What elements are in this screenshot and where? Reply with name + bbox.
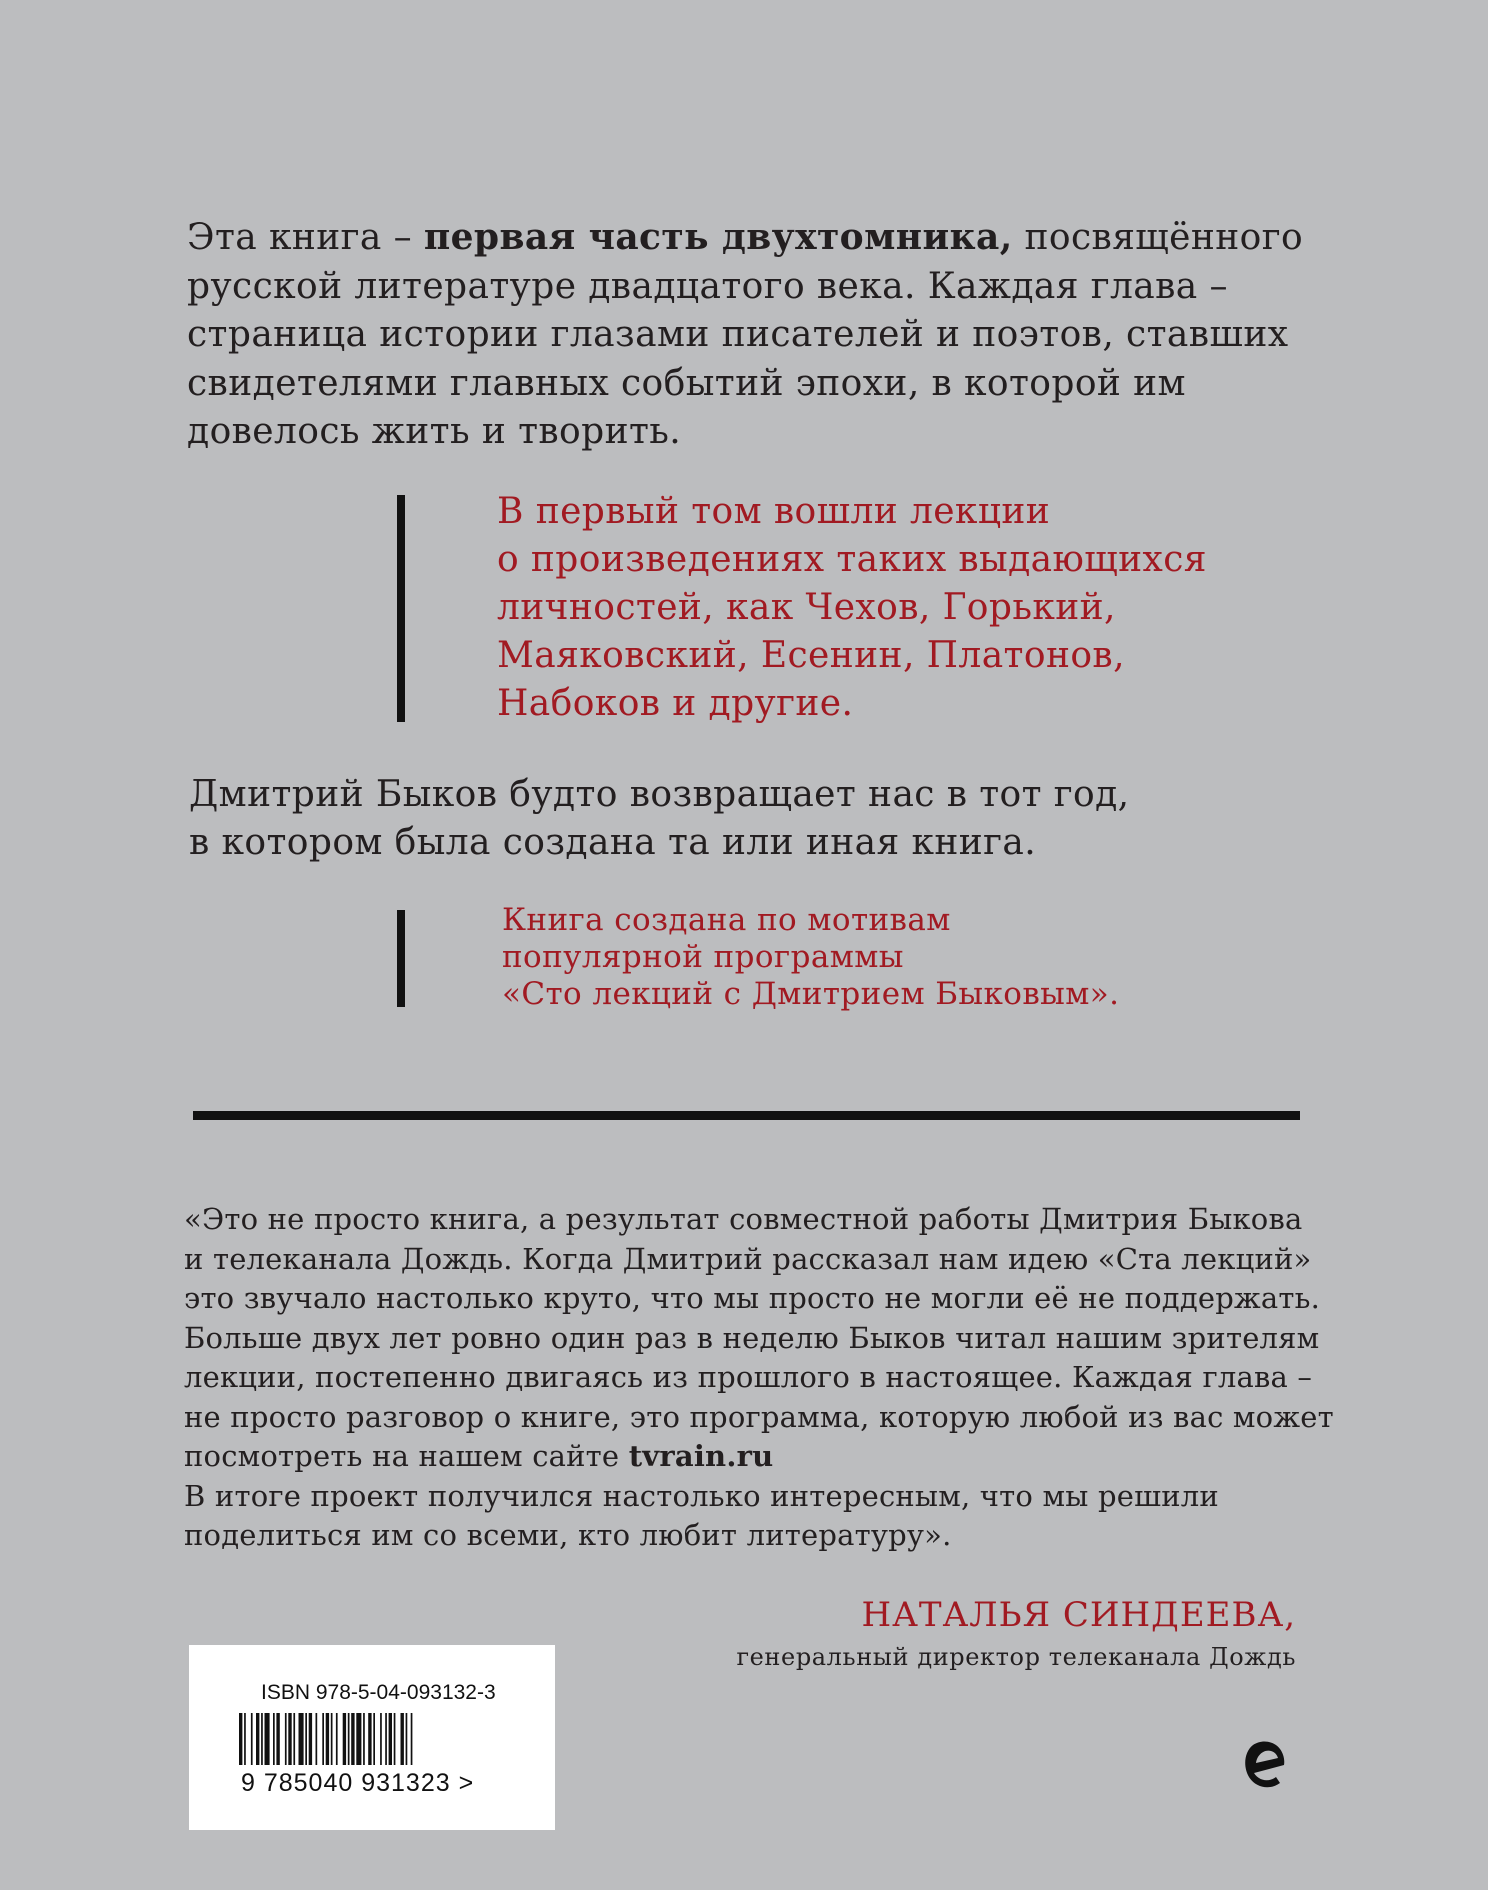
quote1-block [497, 488, 1297, 728]
author-role: генеральный директор телеканала Дождь [736, 1643, 1296, 1671]
barcode-bar [261, 1713, 263, 1765]
barcode-bar [368, 1713, 371, 1765]
review-line: поделиться им со всеми, кто любит литературу». [184, 1518, 952, 1552]
barcode-bar [285, 1713, 287, 1765]
barcode-bar [244, 1713, 246, 1765]
intro-text-end: посвящённого русской литературе двадцатого века. Каждая глава – страница истории глазами писателей и поэтов, ставших свидетелями главных событий эпохи, в которой им довелось жить и творить. [187, 217, 1304, 452]
review-line7-text: посмотреть на нашем сайте [184, 1439, 629, 1473]
quote1-line: Маяковский, Есенин, Платонов, [497, 635, 1125, 676]
intro-paragraph [187, 213, 1337, 457]
barcode-bar [351, 1713, 354, 1765]
barcode-bar [316, 1713, 318, 1765]
barcode-bar [256, 1713, 259, 1765]
website-link: tvrain.ru [628, 1439, 774, 1473]
barcode-bar [331, 1713, 333, 1765]
barcode-bar [239, 1713, 242, 1765]
barcode-bars [239, 1713, 479, 1765]
barcode-bar [373, 1713, 375, 1765]
barcode-bar [380, 1713, 382, 1765]
review-line [184, 1437, 1364, 1477]
review-line: и телеканала Дождь. Когда Дмитрий рассказал нам идею «Ста лекций» [184, 1241, 1312, 1276]
review-line: не просто разговор о книге, это программа, которую любой из вас может [184, 1399, 1334, 1434]
quote2-block [502, 902, 1302, 1013]
barcode-bar [276, 1713, 279, 1765]
barcode-bar [394, 1713, 396, 1765]
second-paragraph [189, 771, 1289, 867]
intro-text-start: Эта книга – [187, 217, 424, 258]
quote1-line: личностей, как Чехов, Горький, [497, 587, 1116, 628]
quote2-line: «Сто лекций с Дмитрием Быковым». [502, 976, 1120, 1012]
quote1-line: В первый том вошли лекции [497, 491, 1051, 532]
author-name: НАТАЛЬЯ СИНДЕЕВА, [861, 1595, 1296, 1635]
barcode-bar [411, 1713, 413, 1765]
quote1-bar [397, 495, 405, 722]
isbn-text: ISBN 978-5-04-093132-3 [261, 1681, 496, 1704]
barcode-bar [309, 1713, 312, 1765]
barcode-bar [336, 1713, 338, 1765]
review-quote [184, 1200, 1364, 1556]
barcode-bar [265, 1713, 270, 1765]
barcode-bar [343, 1713, 346, 1765]
barcode-digits: 9 785040 931323 > [241, 1769, 475, 1797]
quote1-line: Набоков и другие. [497, 683, 854, 724]
eksmo-logo-icon [1240, 1735, 1290, 1799]
barcode-box [189, 1645, 555, 1830]
quote2-line: популярной программы [502, 939, 904, 975]
barcode-bar [401, 1713, 404, 1765]
barcode-bar [299, 1713, 304, 1765]
review-line: это звучало настолько круто, что мы просто не могли её не поддержать. [184, 1281, 1321, 1315]
barcode-bar [293, 1713, 295, 1765]
para2-line: Дмитрий Быков будто возвращает нас в тот год, [189, 774, 1130, 815]
quote2-line: Книга создана по мотивам [502, 902, 951, 938]
quote1-line: о произведениях таких выдающихся [497, 539, 1207, 580]
barcode-bar [322, 1713, 324, 1765]
barcode-bar [251, 1713, 253, 1765]
barcode-bar [363, 1713, 365, 1765]
barcode-bar [348, 1713, 350, 1765]
review-line: В итоге проект получился настолько интересным, что мы решили [184, 1478, 1219, 1513]
barcode-bar [305, 1713, 307, 1765]
barcode-bar [273, 1713, 275, 1765]
barcode-bar [385, 1713, 387, 1765]
horizontal-divider [193, 1111, 1300, 1120]
review-line: Больше двух лет ровно один раз в неделю Быков читал нашим зрителям [184, 1320, 1320, 1355]
barcode-bar [356, 1713, 361, 1765]
intro-bold-phrase: первая часть двухтомника, [423, 216, 1013, 258]
barcode-bar [389, 1713, 392, 1765]
review-line: «Это не просто книга, а результат совместной работы Дмитрия Быкова [184, 1202, 1303, 1236]
barcode-bar [406, 1713, 408, 1765]
barcode-bar [326, 1713, 329, 1765]
review-line: лекции, постепенно двигаясь из прошлого в настоящее. Каждая глава – [184, 1360, 1313, 1394]
quote2-bar [397, 910, 405, 1007]
para2-line: в котором была создана та или иная книга. [189, 822, 1037, 863]
barcode-bar [288, 1713, 291, 1765]
